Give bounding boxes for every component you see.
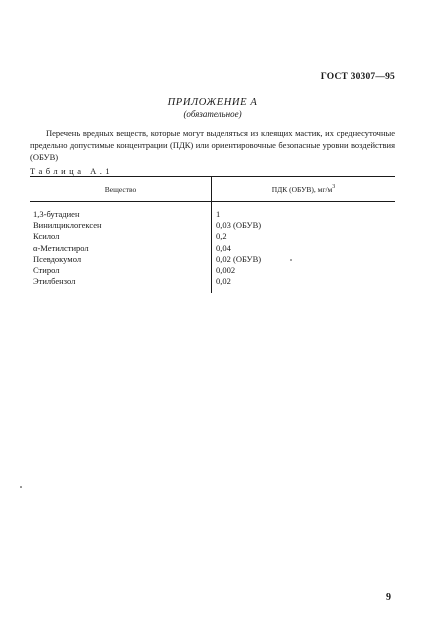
table-spacer-row bbox=[30, 202, 395, 210]
table-row bbox=[30, 276, 395, 287]
header-limit-text: ПДК (ОБУВ), мг/м bbox=[271, 185, 333, 194]
scan-speck bbox=[20, 486, 22, 488]
page-number: 9 bbox=[386, 592, 391, 603]
limit-cell: 0,2 bbox=[216, 231, 227, 242]
substance-cell: Ксилол bbox=[30, 231, 212, 242]
table-row bbox=[30, 220, 395, 231]
limit-cell: 0,002 bbox=[216, 265, 236, 276]
limit-cell: 0,02 bbox=[216, 276, 231, 287]
table-row bbox=[30, 243, 395, 254]
substance-cell: α-Метилстирол bbox=[30, 243, 212, 254]
table-row bbox=[30, 265, 395, 276]
header-limit-superscript: 3 bbox=[332, 184, 336, 190]
document-code: ГОСТ 30307—95 bbox=[320, 72, 395, 82]
table-row bbox=[30, 231, 395, 242]
substance-cell: Стирол bbox=[30, 265, 212, 276]
scan-speck bbox=[290, 259, 292, 261]
limit-cell: 0,02 (ОБУВ) bbox=[216, 253, 262, 264]
table-header-row bbox=[30, 177, 395, 202]
limit-cell: 1 bbox=[216, 209, 221, 219]
hazard-substances-table bbox=[30, 176, 395, 293]
substance-cell: Этилбензол bbox=[30, 276, 212, 287]
substance-cell: 1,3-бутадиен bbox=[30, 209, 212, 220]
table-end-row bbox=[30, 287, 395, 293]
header-substance: Вещество bbox=[30, 177, 212, 202]
table-row bbox=[30, 254, 395, 265]
appendix-subtitle: (обязательное) bbox=[183, 109, 242, 119]
limit-cell: 0,04 bbox=[216, 242, 231, 253]
table-caption: Таблица А.1 bbox=[30, 166, 114, 176]
table-row bbox=[30, 209, 395, 220]
appendix-title: ПРИЛОЖЕНИЕ А bbox=[167, 97, 258, 108]
limit-cell: 0,03 (ОБУВ) bbox=[216, 220, 262, 231]
substance-cell: Винилциклогексен bbox=[30, 220, 212, 231]
intro-paragraph: Перечень вредных веществ, которые могут выделяться из клеящих мастик, их среднесуточные предельно допустимые концентрации (ПДК) или ориентировочные безопасные уровни воздействия (ОБУВ) bbox=[30, 128, 395, 162]
substance-cell: Псевдокумол bbox=[30, 254, 212, 265]
header-limit bbox=[212, 177, 396, 202]
